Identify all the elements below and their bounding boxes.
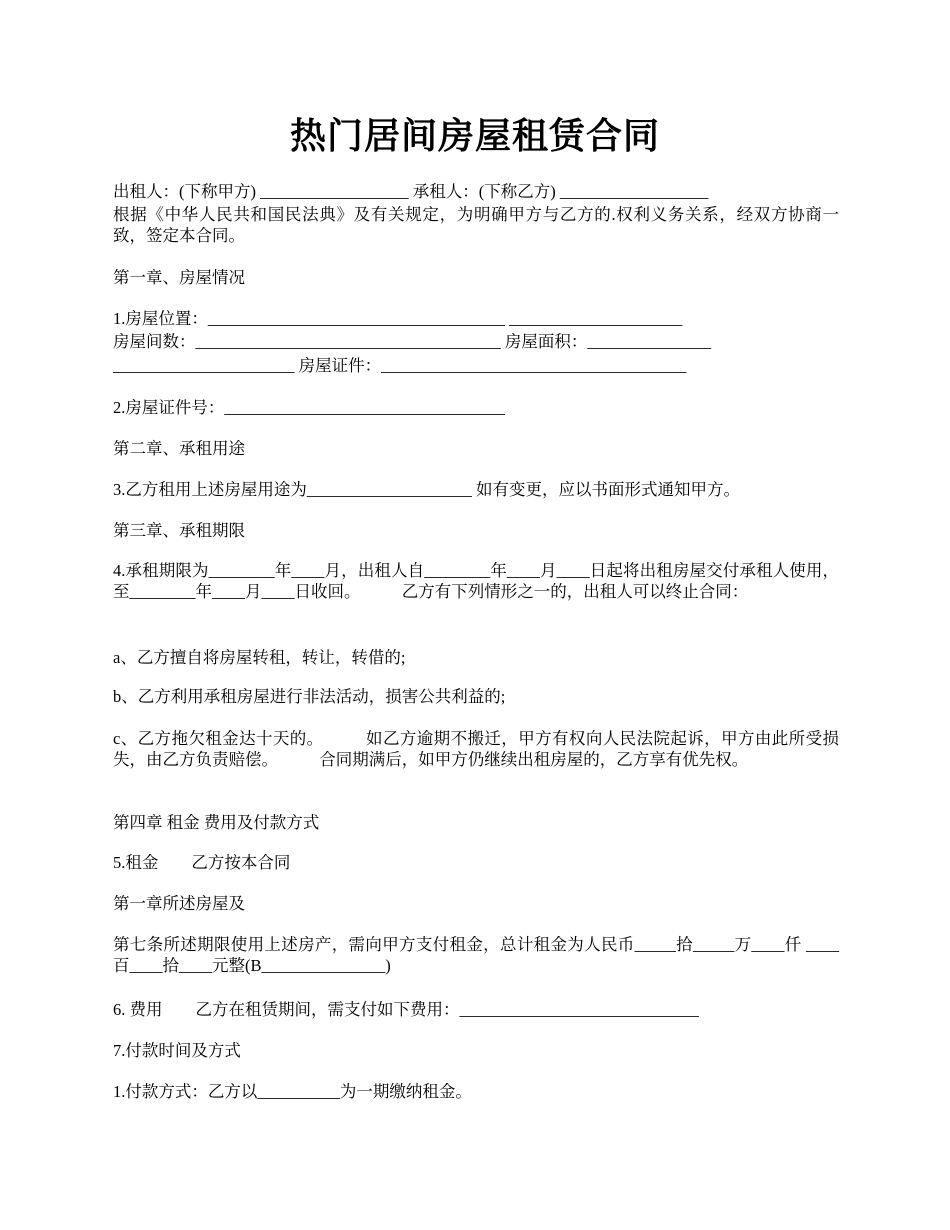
item-1-line-1: 1.房屋位置：____________________________________ _____________________ [113, 309, 683, 328]
chapter-2-heading: 第二章、承租用途 [113, 439, 245, 458]
document-title: 热门居间房屋租赁合同 [289, 116, 660, 156]
item-b: b、乙方利用承租房屋进行非法活动，损害公共利益的; [113, 687, 506, 706]
preamble-paragraph: 根据《中华人民共和国民法典》及有关规定，为明确甲方与乙方的.权利义务关系，经双方协商一致，签定本合同。 [113, 205, 839, 245]
item-7-1: 1.付款方式：乙方以__________为一期缴纳租金。 [113, 1082, 472, 1101]
item-5-detail: 第七条所述期限使用上述房产，需向甲方支付租金，总计租金为人民币_____拾_____万____仟 ____百____拾____元整(B_______________) [113, 935, 839, 975]
item-a: a、乙方擅自将房屋转租，转让，转借的; [113, 648, 406, 667]
item-2: 2.房屋证件号：__________________________________ [113, 398, 505, 417]
chapter-3-heading: 第三章、承租期限 [113, 521, 245, 540]
chapter-4-heading: 第四章 租金 费用及付款方式 [113, 813, 320, 832]
item-3: 3.乙方租用上述房屋用途为____________________ 如有变更，应以书面形式通知甲方。 [113, 480, 740, 499]
parties-line: 出租人：(下称甲方) __________________ 承租人：(下称乙方) __________________ [113, 182, 709, 201]
item-c: c、乙方拖欠租金达十天的。 如乙方逾期不搬迁，甲方有权向人民法院起诉，甲方由此所受损失，由乙方负责赔偿。 合同期满后，如甲方仍继续出租房屋的，乙方享有优先权。 [113, 729, 839, 769]
item-7: 7.付款时间及方式 [113, 1041, 241, 1060]
chapter-1-heading: 第一章、房屋情况 [113, 268, 245, 287]
item-1-line-3: ______________________ 房屋证件：_____________________________________ [113, 356, 687, 375]
item-4: 4.承租期限为________年____月，出租人自________年____月____日起将出租房屋交付承租人使用，至________年____月____日收回。 乙方有下列情形之一的，出租人可以终止合同： [113, 561, 839, 601]
item-5-continuation: 第一章所述房屋及 [113, 894, 245, 913]
item-5: 5.租金 乙方按本合同 [113, 853, 291, 872]
item-6: 6. 费用 乙方在租赁期间，需支付如下费用：_____________________________ [113, 1000, 699, 1019]
item-1-line-2: 房屋间数：_____________________________________ 房屋面积：_______________ [113, 332, 712, 351]
